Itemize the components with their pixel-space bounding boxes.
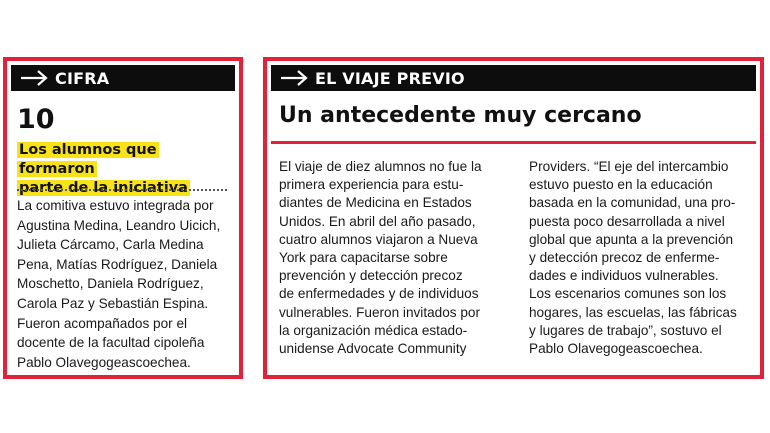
article-title: Un antecedente muy cercano <box>279 103 642 128</box>
body-line: cuatro alumnos viajaron a Nueva <box>279 231 478 247</box>
cifra-header-label: CIFRA <box>55 68 110 88</box>
body-line: puesta poco desarrollada a nivel <box>529 213 725 229</box>
body-line: Pablo Olavegogeascoechea. <box>529 341 703 357</box>
cifra-header-bar <box>11 65 235 91</box>
cifra-body <box>17 196 239 372</box>
cifra-number: 10 <box>17 104 55 135</box>
body-line: Moschetto, Daniela Rodríguez, <box>17 276 204 292</box>
body-line: Pena, Matías Rodríguez, Daniela <box>17 256 218 272</box>
body-line: prevención y detección precoz <box>279 268 463 284</box>
body-line: unidense Advocate Community <box>279 341 467 357</box>
body-line: y detección precoz de enferme- <box>529 250 720 266</box>
body-line: Carola Paz y Sebastián Espina. <box>17 295 209 311</box>
cifra-highlight-line: Los alumnos que formaron <box>19 142 157 177</box>
article-column-right <box>529 158 755 358</box>
body-line: global que apunta a la prevención <box>529 231 734 247</box>
body-line: Los escenarios comunes son los <box>529 286 727 302</box>
dotted-divider <box>17 189 227 191</box>
body-line: vulnerables. Fueron invitados por <box>279 304 480 320</box>
body-line: Pablo Olavegogeascoechea. <box>17 354 191 370</box>
cifra-highlight-line: parte de la iniciativa <box>19 180 188 196</box>
viaje-header-label: EL VIAJE PREVIO <box>315 68 465 88</box>
body-line: de enfermedades y de individuos <box>279 286 479 302</box>
body-line: primera experiencia para estu- <box>279 177 464 193</box>
article-column-left <box>279 158 505 358</box>
body-line: Providers. “El eje del intercambio <box>529 159 729 174</box>
body-line: York para capacitarse sobre <box>279 250 448 266</box>
body-line: El viaje de diez alumnos no fue la <box>279 159 482 174</box>
body-line: Agustina Medina, Leandro Uicich, <box>17 217 221 233</box>
arrow-right-icon <box>279 69 309 87</box>
arrow-right-icon <box>19 69 49 87</box>
body-line: basada en la comunidad, una pro- <box>529 195 736 211</box>
body-line: y lugares de trabajo”, sostuvo el <box>529 322 722 338</box>
body-line: Fueron acompañados por el <box>17 315 188 331</box>
body-line: Unidos. En abril del año pasado, <box>279 213 476 229</box>
body-line: La comitiva estuvo integrada por <box>17 198 214 213</box>
body-line: dades e individuos vulnerables. <box>529 268 719 284</box>
red-divider <box>271 141 756 144</box>
body-line: hogares, las escuelas, las fábricas <box>529 304 737 320</box>
viaje-box <box>263 57 764 379</box>
body-line: docente de la facultad cipoleña <box>17 335 205 351</box>
cifra-box <box>3 57 243 379</box>
viaje-header-bar <box>271 65 756 91</box>
body-line: la organización médica estado- <box>279 322 468 338</box>
body-line: estuvo puesto en la educación <box>529 177 713 193</box>
body-line: Julieta Cárcamo, Carla Medina <box>17 237 204 253</box>
body-line: diantes de Medicina en Estados <box>279 195 472 211</box>
